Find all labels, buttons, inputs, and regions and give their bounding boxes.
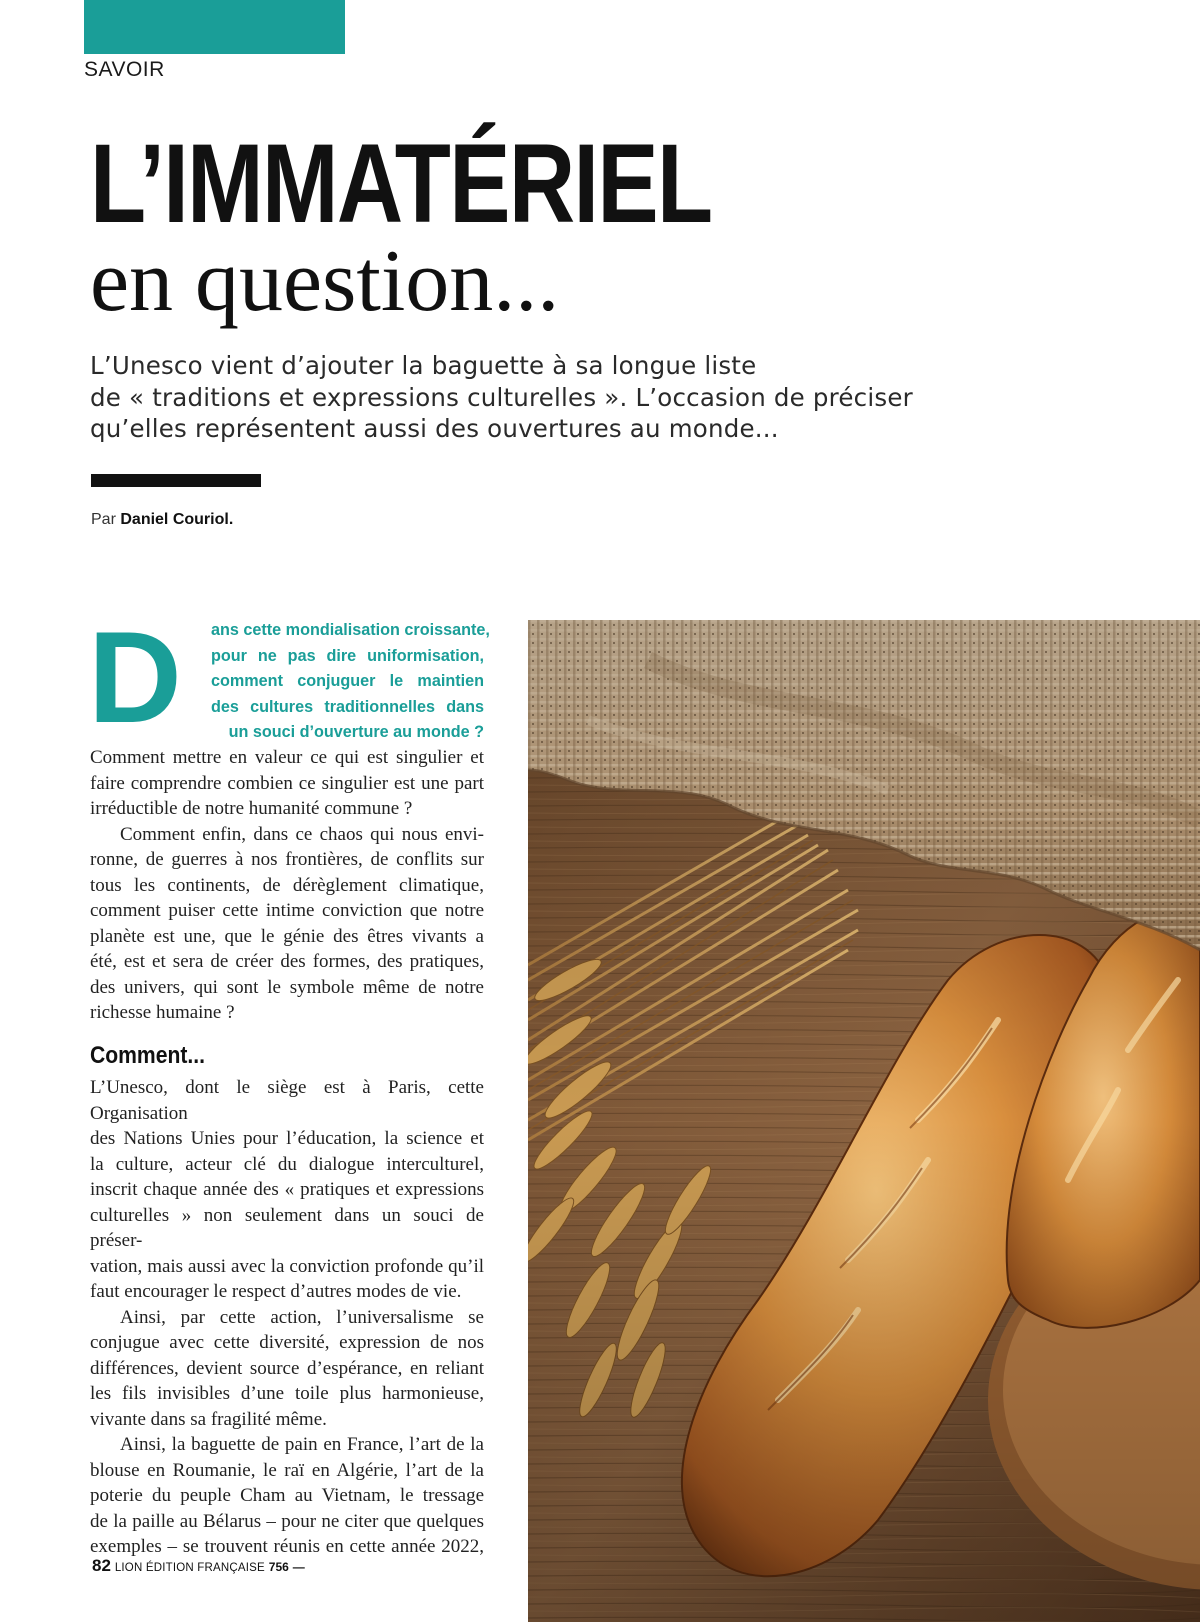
text-line: des Nations Unies pour l’éducation, la science et bbox=[90, 1128, 484, 1149]
intro-text bbox=[211, 618, 490, 746]
text-line: L’Unesco, dont le siège est à Paris, cette Organisation bbox=[90, 1077, 484, 1124]
page-title: L’IMMATÉRIEL bbox=[90, 121, 712, 246]
intro-line: des cultures traditionnelles dans bbox=[211, 697, 484, 716]
text-line: richesse humaine ? bbox=[90, 1002, 235, 1023]
text-line: irréductible de notre humanité commune ? bbox=[90, 798, 413, 819]
lede-line: L’Unesco vient d’ajouter la baguette à sa longue liste bbox=[90, 351, 757, 380]
drop-cap: D bbox=[88, 604, 182, 750]
section-label: SAVOIR bbox=[84, 58, 165, 81]
magazine-name: LION ÉDITION FRANÇAISE bbox=[114, 1562, 265, 1574]
article-body-top bbox=[90, 745, 484, 1026]
footer-dash: — bbox=[292, 1560, 305, 1574]
text-line: exemples – se trouvent réunis en cette année 2022, bbox=[90, 1536, 484, 1557]
lede bbox=[90, 350, 930, 445]
text-line: des univers, qui sont le symbole même de notre bbox=[90, 976, 484, 998]
intro-line: un souci d’ouverture au monde ? bbox=[228, 723, 484, 741]
text-line: inscrit chaque année des « pratiques et expressions bbox=[90, 1179, 484, 1200]
text-line: Comment enfin, dans ce chaos qui nous envi- bbox=[120, 823, 484, 845]
byline bbox=[91, 511, 233, 529]
text-line: conjugue avec cette diversité, expression de nos bbox=[90, 1332, 484, 1353]
text-line: la culture, acteur clé du dialogue interculturel, bbox=[90, 1153, 484, 1175]
text-line: Ainsi, la baguette de pain en France, l’art de la bbox=[120, 1434, 484, 1455]
paragraph bbox=[90, 822, 484, 1026]
intro-line: pour ne pas dire uniformisation, bbox=[211, 646, 484, 665]
text-line: ronne, de guerres à nos frontières, de conflits sur bbox=[90, 849, 484, 870]
paragraph bbox=[90, 745, 484, 822]
article-body-bottom bbox=[90, 1075, 484, 1560]
text-line: été, est et sera de créer des formes, des pratiques, bbox=[90, 951, 484, 972]
text-line: comment puiser cette intime conviction que notre bbox=[90, 900, 484, 921]
text-line: de la paille au Bélarus – pour ne citer que quelques bbox=[90, 1510, 484, 1532]
text-line: blouse en Roumanie, le raï en Algérie, l’art de la bbox=[90, 1459, 484, 1481]
baguette-photo bbox=[528, 620, 1200, 1622]
section-subheading: Comment... bbox=[90, 1042, 206, 1069]
issue-number: 756 bbox=[268, 1560, 289, 1574]
byline-author: Daniel Couriol. bbox=[120, 511, 234, 528]
paragraph bbox=[90, 1305, 484, 1433]
text-line: faire comprendre combien ce singulier est une part bbox=[90, 772, 484, 794]
intro-line: comment conjuguer le maintien bbox=[211, 672, 484, 690]
text-line: Comment mettre en valeur ce qui est singulier et bbox=[90, 747, 484, 768]
text-line: Ainsi, par cette action, l’universalisme se bbox=[120, 1306, 484, 1328]
lede-line: de « traditions et expressions culturelles ». L’occasion de préciser bbox=[90, 382, 913, 412]
text-line: vivante dans sa fragilité même. bbox=[90, 1408, 327, 1430]
title-rule bbox=[91, 474, 261, 487]
lede-line: qu’elles représentent aussi des ouvertures au monde... bbox=[90, 414, 779, 443]
text-line: culturelles » non seulement dans un souci de préser- bbox=[90, 1204, 484, 1251]
text-line: tous les continents, de dérèglement climatique, bbox=[90, 874, 484, 896]
page-number: 82 bbox=[92, 1556, 111, 1575]
page-subtitle: en question... bbox=[90, 233, 560, 330]
paragraph bbox=[90, 1432, 484, 1560]
text-line: planète est une, que le génie des êtres vivants a bbox=[90, 925, 484, 947]
text-line: les fils invisibles d’une toile plus harmonieuse, bbox=[90, 1383, 484, 1404]
paragraph bbox=[90, 1075, 484, 1305]
text-line: vation, mais aussi avec la conviction profonde qu’il bbox=[90, 1255, 484, 1277]
intro-line: ans cette mondialisation croissante, bbox=[211, 621, 490, 639]
text-line: faut encourager le respect d’autres modes de vie. bbox=[90, 1281, 462, 1302]
text-line: poterie du peuple Cham au Vietnam, le tressage bbox=[90, 1485, 484, 1506]
section-color-bar bbox=[84, 0, 345, 54]
byline-prefix: Par bbox=[91, 511, 116, 528]
page-footer bbox=[92, 1556, 305, 1576]
text-line: différences, devient source d’espérance, en reliant bbox=[90, 1357, 484, 1379]
